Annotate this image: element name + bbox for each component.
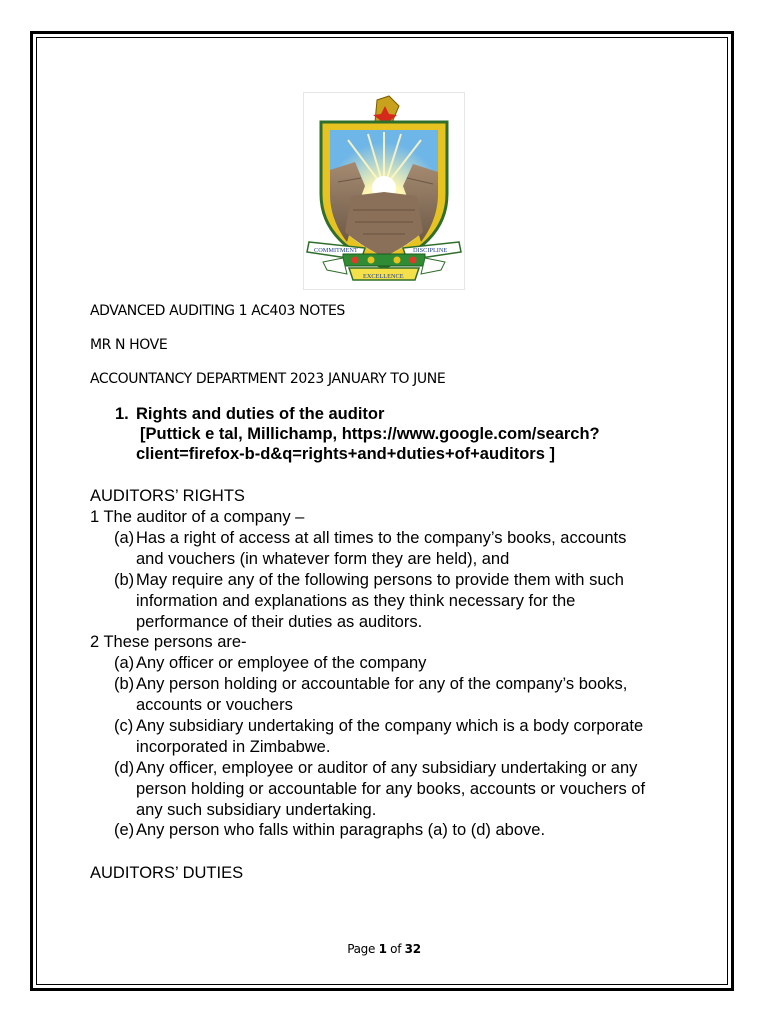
rights-heading: AUDITORS’ RIGHTS (90, 487, 245, 505)
list-item-line: information and explanations as they think necessary for the (136, 591, 576, 610)
list-item-line: May require any of the following persons to provide them with such (136, 571, 624, 589)
list-item-line: Any person holding or accountable for any of the company’s books, (136, 675, 628, 693)
section-reference-line: [Puttick e tal, Millichamp, https://www.google.com/search? (140, 425, 600, 443)
section-reference-line: client=firefox-b-d&q=rights+and+duties+of+auditors ] (136, 445, 555, 463)
crest-emblem-icon (303, 92, 465, 290)
list-item-label: (e) (114, 821, 135, 839)
list-item-line: any such subsidiary undertaking. (136, 800, 377, 819)
rights-intro-1: 1 The auditor of a company – (90, 508, 305, 526)
institution-crest (303, 92, 465, 290)
section-title: Rights and duties of the auditor (136, 405, 385, 423)
department-line: ACCOUNTANCY DEPARTMENT 2023 JANUARY TO JUNE (90, 371, 446, 387)
list-item-label: (b) (114, 675, 135, 693)
svg-text:COMMITMENT: COMMITMENT (314, 247, 358, 254)
list-item-label: (b) (114, 571, 135, 589)
list-item-line: performance of their duties as auditors. (136, 612, 423, 631)
list-item-line: Any subsidiary undertaking of the company which is a body corporate (136, 717, 644, 735)
rights-intro-2: 2 These persons are- (90, 633, 247, 651)
list-item-line: person holding or accountable for any books, accounts or vouchers of (136, 779, 646, 798)
list-item-line: incorporated in Zimbabwe. (136, 737, 331, 756)
svg-text:EXCELLENCE: EXCELLENCE (363, 273, 404, 280)
list-item-label: (d) (114, 759, 135, 777)
list-item-label: (c) (114, 717, 134, 735)
list-item-line: Any officer or employee of the company (136, 654, 427, 672)
list-item-line: accounts or vouchers (136, 695, 293, 714)
list-item-label: (a) (114, 654, 135, 672)
list-item-line: Any person who falls within paragraphs (a) to (d) above. (136, 821, 546, 839)
list-item-line: Has a right of access at all times to the company’s books, accounts (136, 529, 627, 547)
total-pages: 32 (404, 942, 421, 956)
lecturer-name: MR N HOVE (90, 337, 168, 353)
list-item-line: Any officer, employee or auditor of any subsidiary undertaking or any (136, 759, 638, 777)
list-item-line: and vouchers (in whatever form they are held), and (136, 549, 510, 568)
page-number: 1 (378, 942, 387, 956)
of-word: of (390, 942, 402, 956)
course-title: ADVANCED AUDITING 1 AC403 NOTES (90, 303, 345, 319)
page-footer (0, 942, 768, 956)
svg-text:DISCIPLINE: DISCIPLINE (413, 247, 448, 254)
duties-heading: AUDITORS’ DUTIES (90, 864, 244, 882)
list-item-label: (a) (114, 529, 135, 547)
page-word: Page (347, 942, 376, 956)
section-number: 1. (115, 405, 129, 423)
